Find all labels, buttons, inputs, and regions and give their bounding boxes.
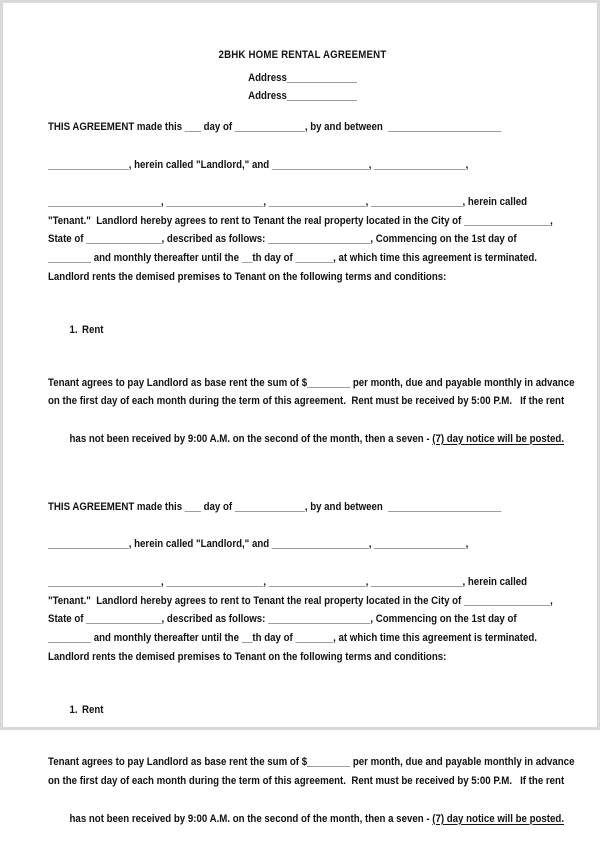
agreement-intro-line: THIS AGREEMENT made this ___ day of _____________, by and between _____________________ <box>48 501 502 514</box>
tenant-clause-line: "Tenant." Landlord hereby agrees to rent to Tenant the real property located in the City of ________________, <box>48 214 553 227</box>
address-line-1: Address_____________ <box>248 71 357 84</box>
rent-paragraph-line: on the first day of each month during the term of this agreement. Rent must be received by 5:00 P.M. If the rent <box>48 775 565 788</box>
tenant-names-line: _____________________, __________________, __________________, _________________, herein called <box>48 195 528 208</box>
seven-day-notice-underline: (7) day notice will be posted. <box>432 432 565 445</box>
agreement-block-2 <box>48 498 575 847</box>
conditions-clause-line: Landlord rents the demised premises to Tenant on the following terms and conditions: <box>48 270 447 283</box>
conditions-clause-line: Landlord rents the demised premises to Tenant on the following terms and conditions: <box>48 650 447 663</box>
tenant-names-line: _____________________, __________________, __________________, _________________, herein called <box>48 575 528 588</box>
state-clause-line: State of ______________, described as follows: ___________________, Commencing on the 1st day of <box>48 613 517 626</box>
state-clause-line: State of ______________, described as follows: ___________________, Commencing on the 1st day of <box>48 233 517 246</box>
landlord-clause-line: _______________, herein called "Landlord," and __________________, _________________, <box>48 538 469 551</box>
rent-paragraph-line: Tenant agrees to pay Landlord as base rent the sum of $________ per month, due and payable monthly in advance <box>48 376 575 389</box>
section-number: 1. <box>69 704 78 717</box>
rent-notice-prefix: has not been received by 9:00 A.M. on the second of the month, then a seven - <box>69 432 433 445</box>
rent-paragraph-line <box>48 791 565 847</box>
document-title: 2BHK HOME RENTAL AGREEMENT <box>218 49 387 61</box>
seven-day-notice-underline: (7) day notice will be posted. <box>432 812 565 825</box>
rent-paragraph-line <box>48 411 565 467</box>
rent-notice-prefix: has not been received by 9:00 A.M. on the second of the month, then a seven - <box>69 812 433 825</box>
rent-paragraph-line: on the first day of each month during the term of this agreement. Rent must be received by 5:00 P.M. If the rent <box>48 395 565 408</box>
agreement-intro-line: THIS AGREEMENT made this ___ day of _____________, by and between _____________________ <box>48 121 502 134</box>
section-number: 1. <box>69 324 78 337</box>
rent-paragraph-line: Tenant agrees to pay Landlord as base rent the sum of $________ per month, due and payable monthly in advance <box>48 756 575 769</box>
rent-section-heading <box>48 302 496 358</box>
address-line-2: Address_____________ <box>248 90 357 103</box>
rent-section-heading <box>48 682 496 738</box>
tenant-clause-line: "Tenant." Landlord hereby agrees to rent to Tenant the real property located in the City of ________________, <box>48 594 553 607</box>
section-title-label: Rent <box>82 704 104 717</box>
section-title-label: Rent <box>82 324 104 337</box>
term-clause-line: ________ and monthly thereafter until the __th day of _______, at which time this agreement is terminated. <box>48 252 538 264</box>
landlord-clause-line: _______________, herein called "Landlord," and __________________, _________________, <box>48 158 469 171</box>
agreement-block-1 <box>48 118 575 467</box>
term-clause-line: ________ and monthly thereafter until the __th day of _______, at which time this agreement is terminated. <box>48 631 538 644</box>
